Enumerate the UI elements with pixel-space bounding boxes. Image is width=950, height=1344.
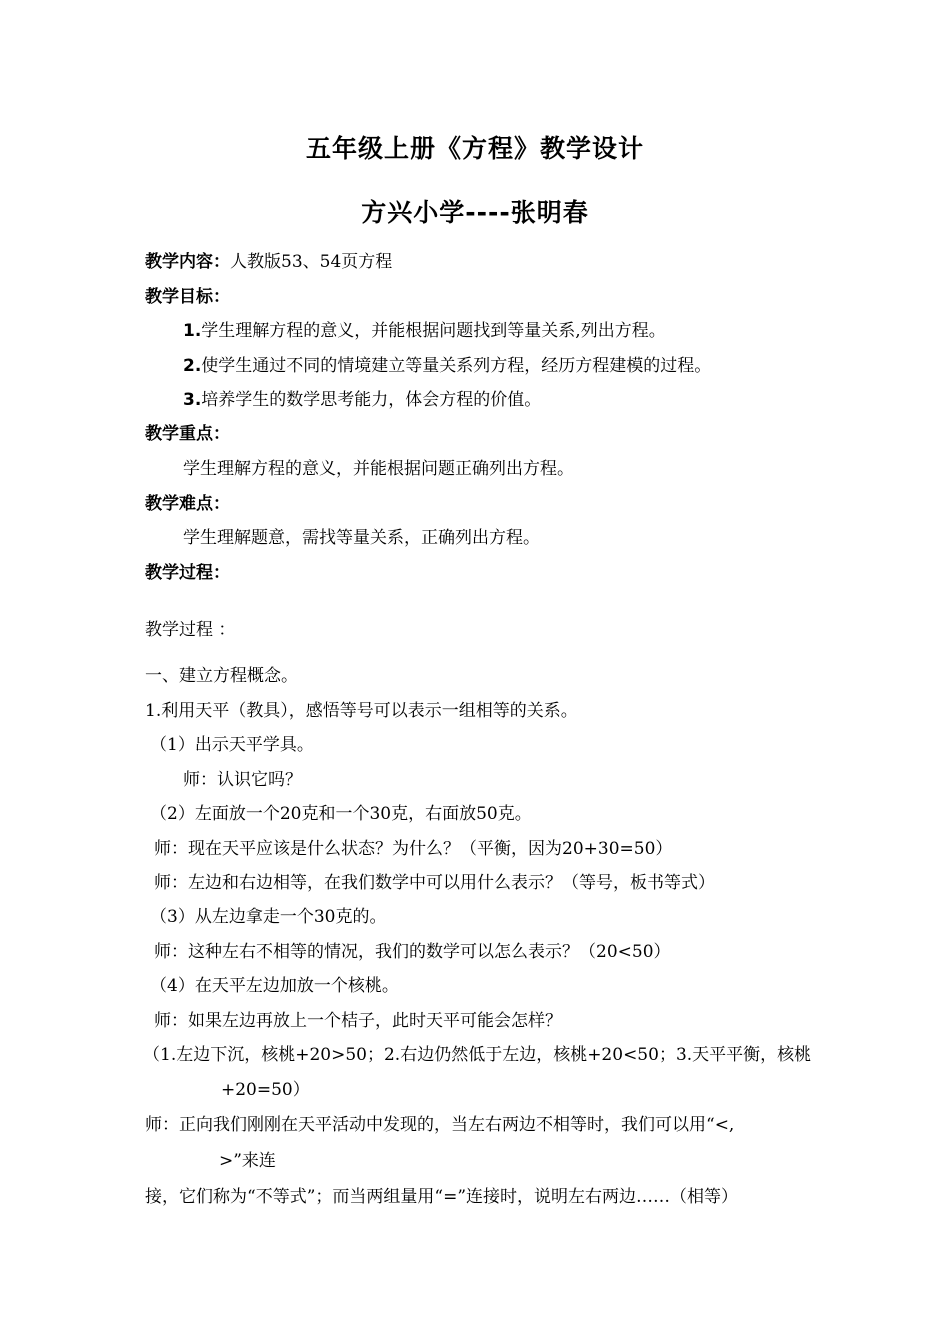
difficulties-heading (145, 492, 230, 516)
content-value: 人教版53、54页方程 (230, 252, 393, 272)
body-line: （2）左面放一个20克和一个30克，右面放50克。 (150, 804, 532, 824)
goal-item (183, 388, 541, 412)
difficulties-label: 教学难点： (145, 494, 230, 514)
body-line: 师：正向我们刚刚在天平活动中发现的，当左右两边不相等时，我们可以用“<, (145, 1115, 735, 1135)
goal-text: 使学生通过不同的情境建立等量关系列方程，经历方程建模的过程。 (201, 356, 712, 376)
content-label: 教学内容： (145, 252, 230, 272)
goal-number: 3. (183, 390, 202, 410)
body-line: 接，它们称为“不等式”；而当两组量用“=”连接时，说明左右两边……（相等） (145, 1187, 739, 1207)
body-line: （1）出示天平学具。 (150, 735, 314, 755)
process-heading (145, 561, 230, 585)
key-points-heading (145, 422, 230, 446)
key-points-text: 学生理解方程的意义，并能根据问题正确列出方程。 (183, 459, 574, 479)
key-points-label: 教学重点： (145, 424, 230, 444)
goal-number: 1. (183, 321, 202, 341)
body-line: >”来连 (219, 1151, 276, 1171)
body-line: 师：现在天平应该是什么状态？为什么？（平衡，因为20+30=50） (154, 839, 673, 859)
body-line: 1.利用天平（教具），感悟等号可以表示一组相等的关系。 (145, 701, 578, 721)
body-line: 师：认识它吗？ (183, 770, 302, 790)
process-title: 教学过程 ： (145, 620, 236, 640)
document-title: 五年级上册《方程》教学设计 (305, 134, 644, 163)
goal-number: 2. (183, 356, 202, 376)
goal-item (183, 319, 666, 343)
goal-item (183, 354, 711, 378)
body-line: （3）从左边拿走一个30克的。 (150, 907, 387, 927)
goal-text: 培养学生的数学思考能力，体会方程的价值。 (201, 390, 542, 410)
body-line: 师：左边和右边相等，在我们数学中可以用什么表示？（等号，板书等式） (154, 873, 715, 893)
body-line: （1.左边下沉，核桃+20>50；2.右边仍然低于左边，核桃+20<50；3.天平平衡，核桃 (143, 1045, 812, 1065)
content-row (145, 250, 392, 274)
body-line: 一、建立方程概念。 (145, 666, 298, 686)
body-line: 师：这种左右不相等的情况，我们的数学可以怎么表示？（20<50） (154, 942, 671, 962)
process-label: 教学过程： (145, 563, 230, 583)
goal-text: 学生理解方程的意义，并能根据问题找到等量关系,列出方程。 (201, 321, 666, 341)
body-line: +20=50） (221, 1080, 310, 1100)
author-line: 方兴小学----张明春 (361, 198, 589, 227)
goals-heading (145, 285, 230, 309)
body-line: 师：如果左边再放上一个桔子，此时天平可能会怎样？ (154, 1011, 562, 1031)
difficulties-text: 学生理解题意，需找等量关系，正确列出方程。 (183, 528, 540, 548)
body-line: （4）在天平左边加放一个核桃。 (150, 976, 399, 996)
goals-label: 教学目标： (145, 287, 230, 307)
